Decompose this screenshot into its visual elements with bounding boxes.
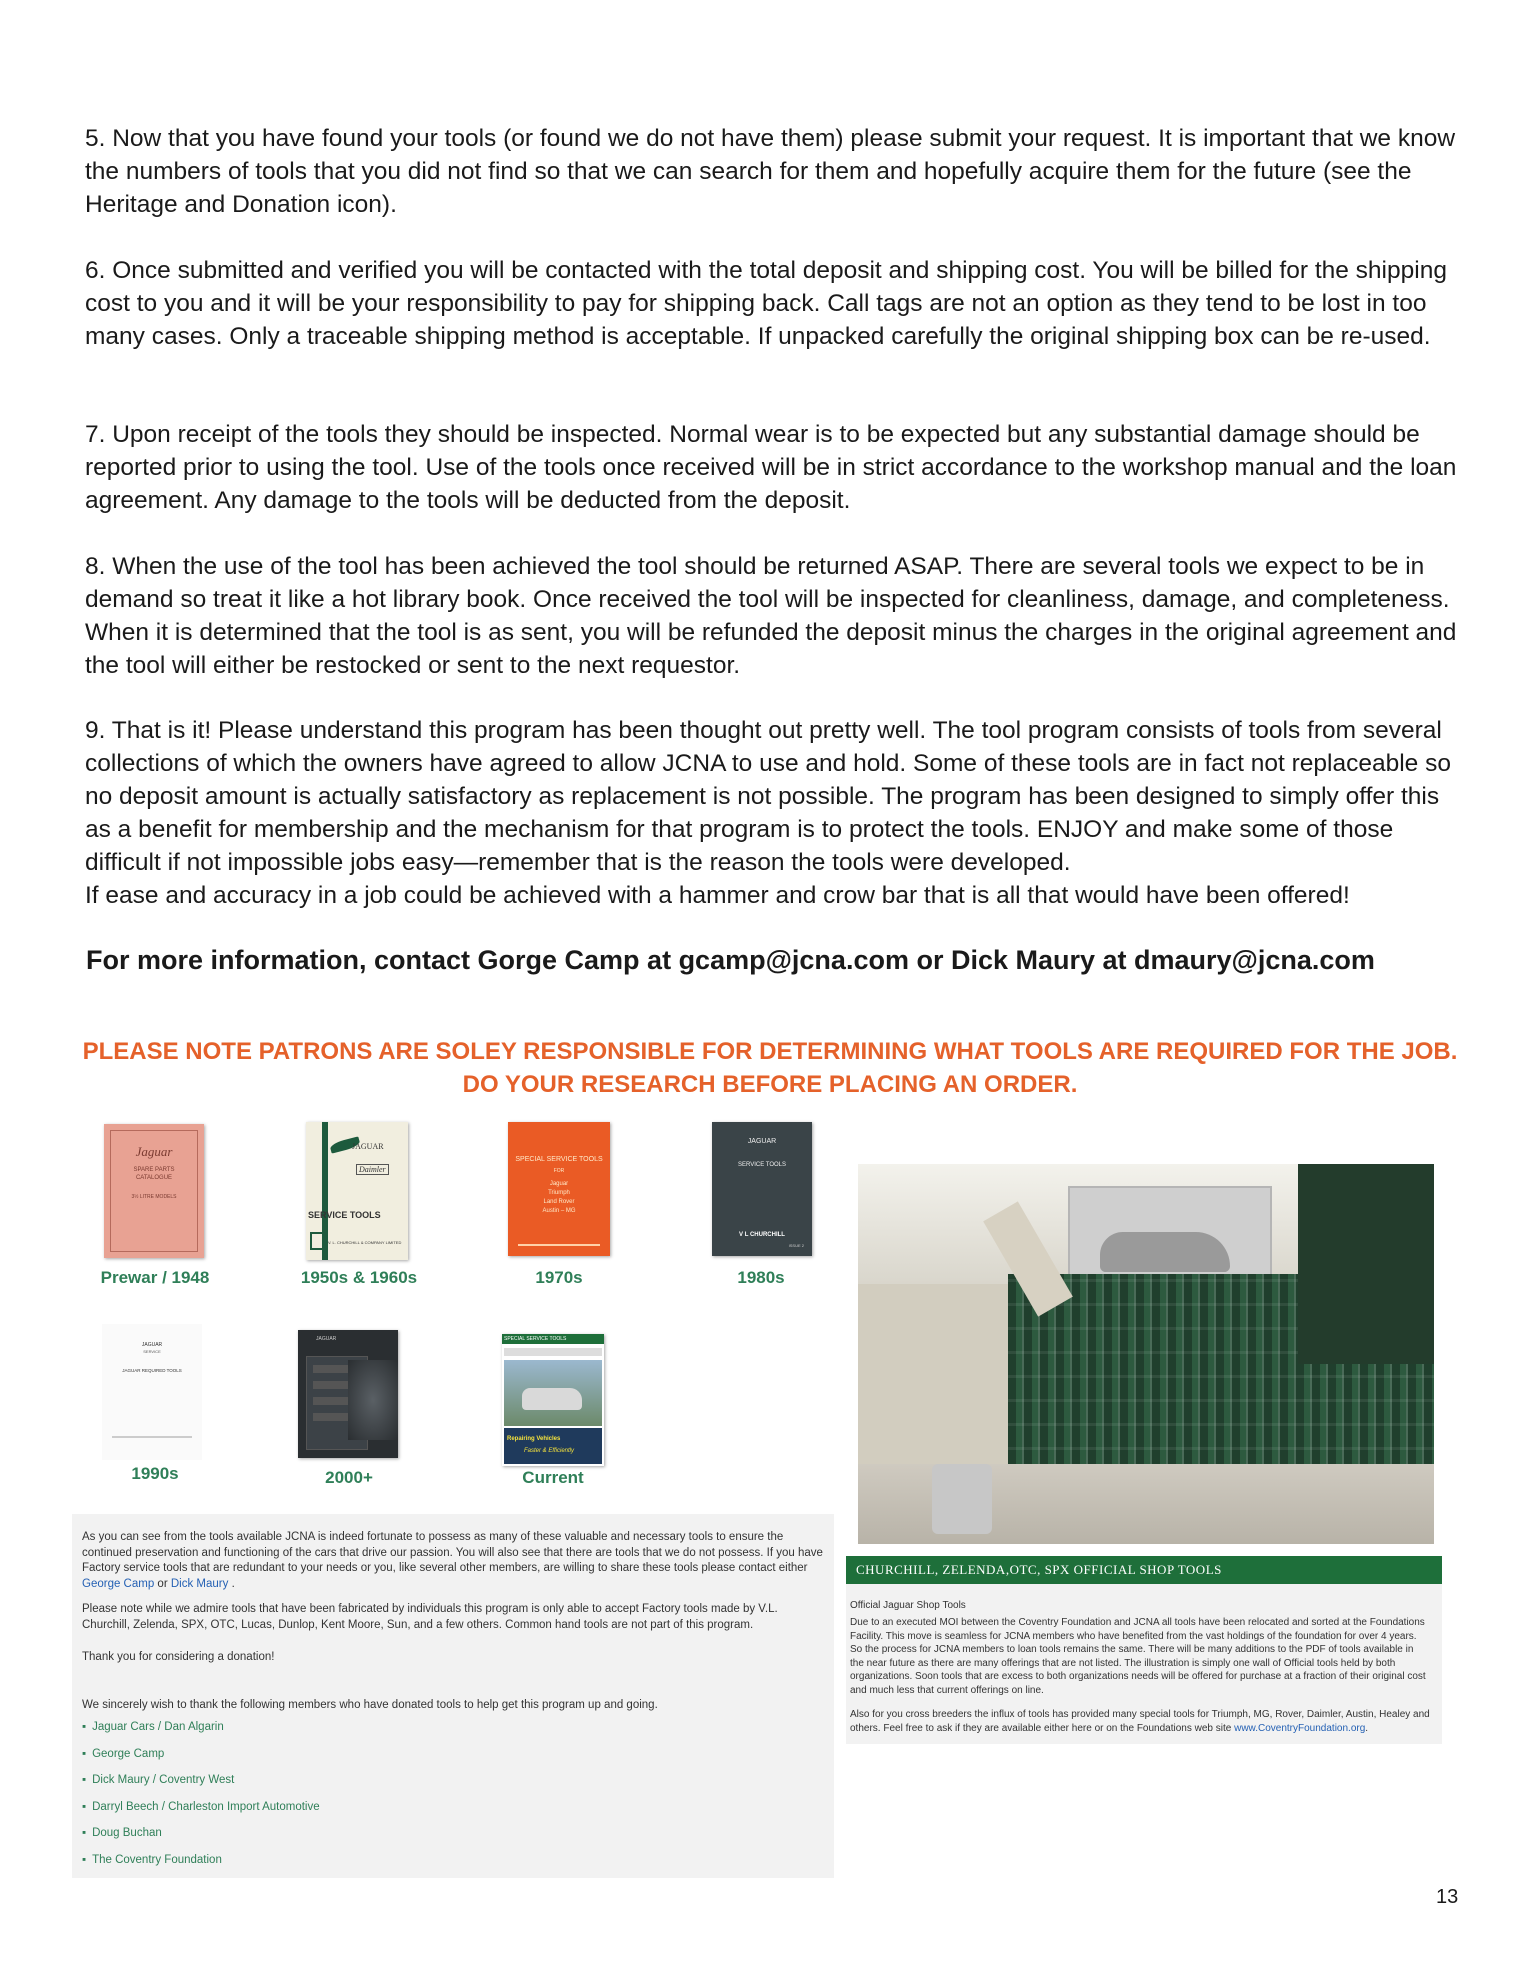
cover-current-tagline-2: Faster & Efficiently — [524, 1448, 575, 1454]
shop-tools-banner: CHURCHILL, ZELENDA,OTC, SPX OFFICIAL SHOP TOOLS — [846, 1556, 1442, 1584]
research-notice-line-1: PLEASE NOTE PATRONS ARE SOLEY RESPONSIBLE FOR DETERMINING WHAT TOOLS ARE REQUIRED FOR THE JOB. — [82, 1038, 1458, 1065]
donor-item: ▪ Dick Maury / Coventry West — [82, 1774, 320, 1801]
or-text: or — [154, 1577, 171, 1590]
caption-prewar: Prewar / 1948 — [100, 1268, 210, 1287]
paragraph-9: 9. That is it! Please understand this program has been thought out pretty well. The tool program consists of tools from several collections of which the owners have agreed to allow JCNA to use and hold. Some of these tools are in fact not replaceable so no deposit amount is actually satisfactory as replacement is not possible. The program has been designed to simply offer this as a benefit for membership and the mechanism for that program is to protect the tools. ENJOY and make some of those difficult if not impossible jobs easy—remember that is the reason the tools were developed. — [85, 717, 1451, 876]
paragraph-9-block — [85, 714, 1465, 912]
paragraph-6: 6. Once submitted and verified you will be contacted with the total deposit and shipping cost. You will be billed for the shipping cost to you and it will be your responsibility to pay for shipping back. Call tags are not an option as they tend to be lost in too many cases. Only a traceable shipping method is acceptable. If unpacked carefully the original shipping box can be re-used. — [85, 257, 1447, 350]
donor-item: ▪ Darryl Beech / Charleston Import Automotive — [82, 1801, 320, 1828]
cover-prewar-title: Jaguar — [135, 1144, 173, 1159]
donor-item: ▪ Jaguar Cars / Dan Algarin — [82, 1721, 320, 1748]
shop-tools-subtitle: Official Jaguar Shop Tools — [850, 1600, 966, 1611]
churchill-logo-icon — [310, 1232, 326, 1250]
shop-tools-panel — [846, 1556, 1442, 1744]
cover-current-title: SPECIAL SERVICE TOOLS — [502, 1334, 604, 1344]
cover-1980s-publisher: V L CHURCHILL — [739, 1232, 785, 1238]
thank-you-text: Thank you for considering a donation! — [82, 1651, 275, 1663]
cover-1980s — [712, 1122, 812, 1256]
cover-1950s-daimler: Daimler — [356, 1164, 389, 1175]
cover-1990s-title: JAGUAR — [141, 1342, 163, 1348]
cover-prewar-models: 3½ LITRE MODELS — [131, 1194, 177, 1200]
cover-1990s — [102, 1324, 202, 1460]
cover-1980s-title: JAGUAR — [747, 1138, 777, 1145]
cover-1990s-sub: SERVICE — [143, 1349, 161, 1354]
paragraph-5: 5. Now that you have found your tools (or found we do not have them) please submit your request. It is important that we know the numbers of tools that you did not find so that we can search for them and hopefully acquire them for the future (see the Heritage and Donation icon). — [85, 125, 1456, 218]
caption-1970s: 1970s — [535, 1268, 583, 1287]
cover-1950s-title: JAGUAR — [352, 1142, 384, 1151]
paragraph-7: 7. Upon receipt of the tools they should be inspected. Normal wear is to be expected but any substantial damage should be reported prior to using the tool. Use of the tools once received will be in strict accordance to the workshop manual and the loan agreement. Any damage to the tools will be deducted from the deposit. — [85, 421, 1457, 514]
cover-current — [502, 1334, 604, 1466]
caption-1990s: 1990s — [131, 1464, 179, 1483]
cover-1980s-heading: SERVICE TOOLS — [737, 1162, 787, 1168]
caption-current: Current — [522, 1468, 584, 1487]
contact-line: For more information, contact Gorge Camp at gcamp@jcna.com or Dick Maury at dmaury@jcna.com — [86, 945, 1375, 975]
cover-current-tagline-1: Repairing Vehicles — [507, 1436, 561, 1442]
cover-1970s-title: SPECIAL SERVICE TOOLS — [515, 1156, 603, 1163]
cover-1970s-makes: Jaguar Triumph Land Rover Austin – MG — [542, 1181, 576, 1214]
caption-1950s-1960s: 1950s & 1960s — [300, 1268, 418, 1287]
donor-item: ▪ Doug Buchan — [82, 1827, 320, 1854]
donor-item: ▪ The Coventry Foundation — [82, 1854, 320, 1881]
donation-panel — [72, 1514, 834, 1878]
coventry-foundation-link[interactable]: www.CoventryFoundation.org — [1234, 1722, 1366, 1734]
caption-1980s: 1980s — [737, 1268, 785, 1287]
cover-1950s-publisher: V. L. CHURCHILL & COMPANY LIMITED — [328, 1240, 402, 1245]
donor-list — [82, 1721, 320, 1880]
period-text: . — [228, 1577, 235, 1590]
cover-prewar — [104, 1124, 204, 1258]
shop-tools-description: Due to an executed MOI between the Coventry Foundation and JCNA all tools have been relocated and sorted at the Foundations Facility. This move is seamless for JCNA members who have benefited from the vast holdings of the foundation for over 4 years. So the process for JCNA members to loan tools remains the same. There will be many additions to the PDF of tools available in the near future as there are many offerings that are not listed. The illustration is simply one wall of Official tools held by both organizations. Soon tools that are excess to both organizations needs will be offered for purchase at a fraction of their original cost and much less that current offerings on line. — [850, 1617, 1426, 1696]
cover-1950s-heading: SERVICE TOOLS — [308, 1210, 381, 1220]
cover-1970s — [508, 1122, 610, 1256]
donors-intro: We sincerely wish to thank the following members who have donated tools to help get this program up and going. — [82, 1699, 658, 1711]
caption-2000: 2000+ — [325, 1468, 373, 1487]
cross-breeders-text: Also for you cross breeders the influx of tools has provided many special tools for Triumph, MG, Rover, Daimler, Austin, Healey and others. Feel free to ask if they are available either here or on the Foundations web site — [850, 1709, 1430, 1734]
cover-1990s-heading: JAGUAR REQUIRED TOOLS — [122, 1368, 182, 1373]
donor-item: ▪ George Camp — [82, 1748, 320, 1775]
cover-1970s-for: FOR — [553, 1168, 565, 1174]
cross-breeders-note — [850, 1708, 1430, 1735]
research-notice — [80, 1035, 1460, 1101]
page-number: 13 — [1436, 1886, 1459, 1908]
cover-1950s-1960s — [306, 1122, 408, 1260]
research-notice-line-2: DO YOUR RESEARCH BEFORE PLACING AN ORDER. — [462, 1071, 1078, 1098]
cover-prewar-subtitle: SPARE PARTS CATALOGUE — [133, 1167, 175, 1181]
george-camp-link[interactable]: George Camp — [82, 1577, 155, 1590]
donation-intro — [82, 1530, 828, 1592]
paragraph-8: 8. When the use of the tool has been achieved the tool should be returned ASAP. There are several tools we expect to be in demand so treat it like a hot library book. Once received the tool will be inspected for cleanliness, damage, and completeness. When it is determined that the tool is as sent, you will be refunded the deposit minus the charges in the original agreement and the tool will either be restocked or sent to the next requestor. — [85, 553, 1457, 679]
cover-1980s-issue: ISSUE 2 — [788, 1243, 804, 1248]
period-text: . — [1365, 1722, 1369, 1734]
car-photo — [504, 1360, 602, 1426]
paragraph-9-closing: If ease and accuracy in a job could be achieved with a hammer and crow bar that is all that would have been offered! — [85, 882, 1350, 909]
cover-2000 — [298, 1330, 398, 1458]
dick-maury-link[interactable]: Dick Maury — [170, 1577, 229, 1590]
cover-2000-title: JAGUAR — [316, 1336, 337, 1342]
factory-tools-note: Please note while we admire tools that have been fabricated by individuals this program is only able to accept Factory tools made by V.L. Churchill, Zelenda, SPX, OTC, Lucas, Dunlop, Kent Moore, Sun, and a few others. Common hand tools are not part of this program. — [82, 1603, 778, 1631]
donation-intro-text: As you can see from the tools available JCNA is indeed fortunate to possess as many of these valuable and necessary tools to ensure the continued preservation and functioning of the cars that drive our passion. You will also see that there are tools that we do not possess. If you have Factory service tools that are redundant to your needs or you, like several other members, are willing to share these tools please contact either — [82, 1531, 823, 1574]
tool-wall-photo — [858, 1164, 1434, 1544]
